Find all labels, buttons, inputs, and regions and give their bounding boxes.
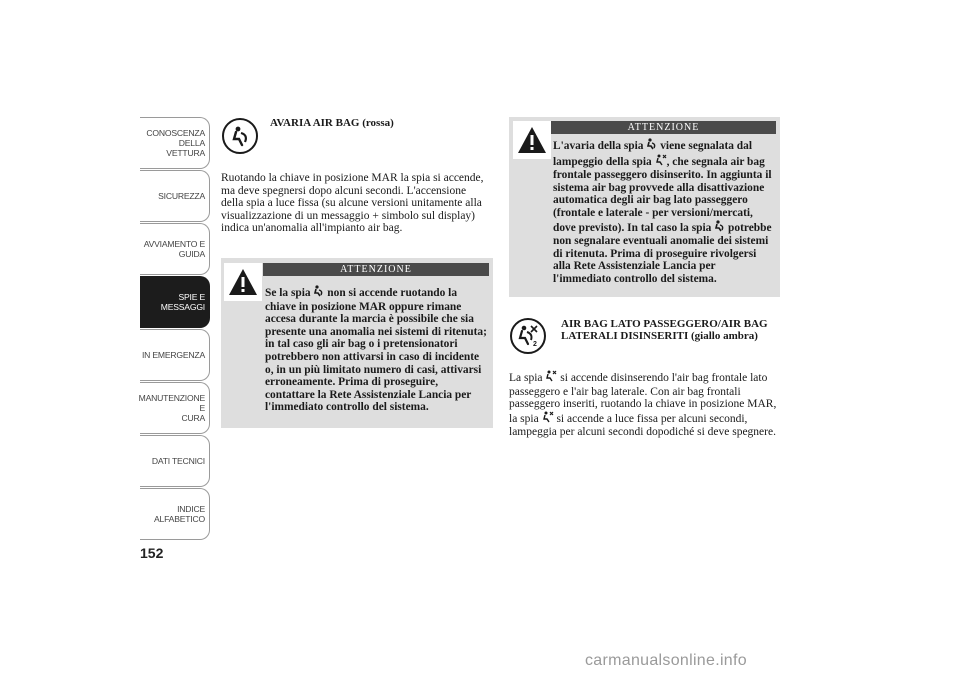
tab-conoscenza[interactable] (140, 117, 210, 169)
page-number: 152 (140, 545, 164, 561)
tab-label: CONOSCENZA DELLA VETTURA (146, 128, 205, 158)
warning-text-part: L'avaria della spia (553, 140, 644, 152)
warning-box-left (221, 258, 493, 428)
airbag-failure-heading: AVARIA AIR BAG (rossa) (270, 117, 394, 129)
airbag-failure-text: Ruotando la chiave in posizione MAR la spia si accende, ma deve spegnersi dopo alcuni secondi. L'accensione della spia a luce fissa (su alcune versioni unitamente alla visualizzazione di un messaggio + simbolo sul display) indica un'anomalia all'impianto air bag. (221, 172, 484, 235)
warning-box-right (509, 117, 780, 297)
passenger-airbag-off-icon (655, 154, 667, 170)
warning-title: ATTENZIONE (263, 263, 489, 276)
text-part: si accende disinserendo l'air bag frontale lato passeggero e l'air bag laterale. Con air bag frontali passeggero inseriti, ruotando la chiave in posizione MAR, la spia (509, 372, 777, 425)
passenger-airbag-off-icon (542, 411, 554, 427)
warning-text-part: Se la spia (265, 287, 311, 299)
airbag-icon (714, 220, 725, 236)
tab-avviamento[interactable] (140, 223, 210, 275)
tab-dati-tecnici[interactable] (140, 435, 210, 487)
tab-indice[interactable] (140, 488, 210, 540)
warning-text-right (511, 138, 776, 286)
warning-text-part: non si accende ruotando la chiave in posizione MAR oppure rimane accesa durante la marcia è possibile che sia presente una anomalia nei sistemi di ritenuta; in tal caso gli air bag o i pretensionatori potrebbero non attivarsi in caso di incidente o, in un più limitato numero di casi, attivarsi erroneamente. Prima di proseguire, contattare la Rete Assistenziale Lancia per l'immediato controllo del sistema. (265, 287, 487, 414)
warning-text-part: viene segnalata dal lampeggio della spia (553, 140, 752, 168)
tab-label: MANUTENZIONE E CURA (138, 393, 205, 423)
warning-title: ATTENZIONE (551, 121, 776, 134)
text-part: si accende a luce fissa per alcuni secondi, lampeggia per alcuni secondi dopodiché si deve spegnere. (509, 412, 776, 439)
passenger-airbag-off-icon (545, 370, 557, 386)
passenger-airbag-heading: AIR BAG LATO PASSEGGERO/AIR BAG LATERALI DISINSERITI (giallo ambra) (561, 318, 768, 342)
tab-manutenzione[interactable] (140, 382, 210, 434)
tab-label: INDICE ALFABETICO (153, 504, 205, 524)
text-part: La spia (509, 372, 543, 384)
tab-label: DATI TECNICI (151, 456, 205, 466)
tab-label: AVVIAMENTO E GUIDA (143, 239, 205, 259)
tab-label: SICUREZZA (158, 191, 205, 201)
tab-sicurezza[interactable] (140, 170, 210, 222)
svg-text:2: 2 (533, 341, 537, 348)
airbag-icon (222, 118, 258, 154)
tab-label: SPIE E MESSAGGI (160, 292, 205, 312)
airbag-icon (646, 138, 657, 154)
warning-text-part: , che segnala air bag frontale passeggero disinserito. In aggiunta il sistema air bag provvede alla disattivazione automatica degli air bag lato passeggero (frontale e laterale - per versioni/mercati, dove previsto). In tal caso la spia (553, 155, 772, 234)
passenger-airbag-text (509, 370, 781, 439)
tab-label: IN EMERGENZA (141, 350, 205, 360)
warning-text-left (223, 285, 489, 414)
chapter-tabs (140, 117, 210, 541)
watermark: carmanualsonline.info (585, 652, 747, 669)
tab-emergenza[interactable] (140, 329, 210, 381)
warning-text-part: potrebbe non segnalare eventuali anomalie dei sistemi di ritenuta. Prima di proseguire rivolgersi alla Rete Assistenziale Lancia per l'immediato controllo del sistema. (553, 221, 772, 285)
airbag-icon (313, 285, 324, 301)
tab-spie-messaggi[interactable] (140, 276, 210, 328)
passenger-airbag-off-icon (510, 318, 546, 354)
